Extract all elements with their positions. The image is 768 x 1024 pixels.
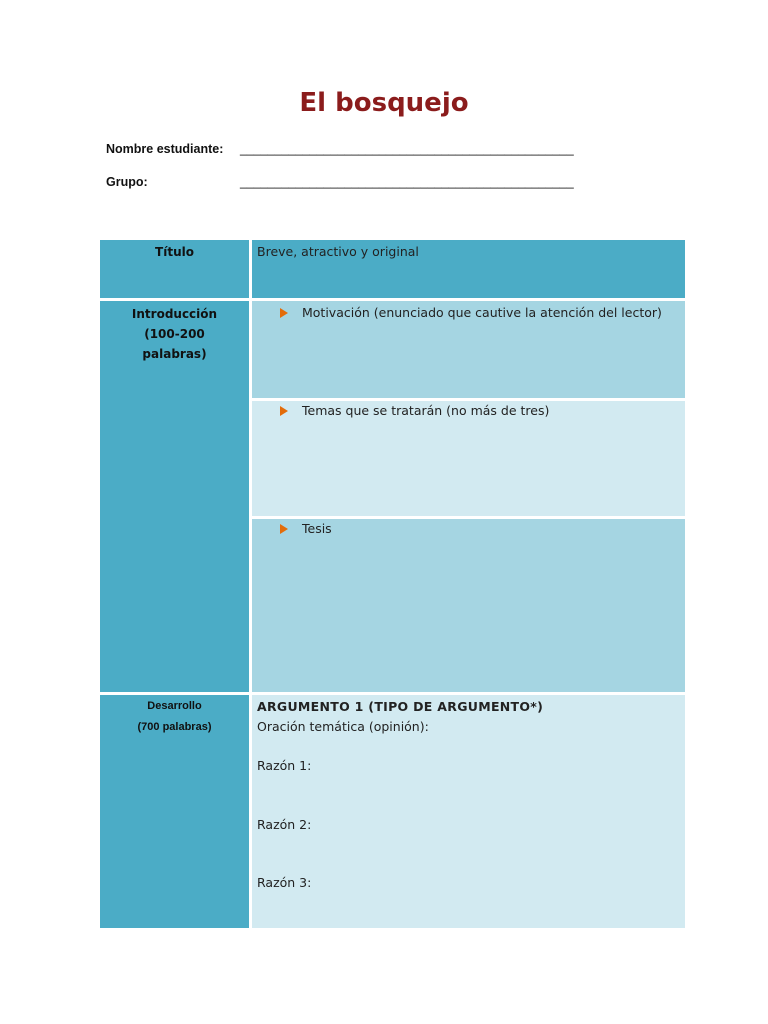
reason-3: Razón 3: <box>257 875 312 890</box>
desarrollo-content-cell <box>252 695 685 928</box>
titulo-content: Breve, atractivo y original <box>257 244 419 259</box>
triangle-bullet-icon <box>280 308 288 318</box>
reason-1: Razón 1: <box>257 758 312 773</box>
list-item <box>252 301 685 323</box>
group-line[interactable]: ________________________________________________ <box>240 175 574 189</box>
triangle-bullet-icon <box>280 406 288 416</box>
reason-2: Razón 2: <box>257 817 312 832</box>
thematic-sentence: Oración temática (opinión): <box>257 719 429 734</box>
outline-table <box>100 240 685 928</box>
temas-cell <box>252 401 685 516</box>
list-item <box>252 519 685 539</box>
motivacion-text: Motivación (enunciado que cautive la atención del lector) <box>302 305 662 320</box>
temas-text: Temas que se tratarán (no más de tres) <box>302 403 550 418</box>
student-name-line[interactable]: ________________________________________________ <box>240 142 574 156</box>
student-name-label: Nombre estudiante: <box>106 142 224 156</box>
introduccion-word-range: (100-200 <box>144 327 205 341</box>
titulo-content-cell <box>252 240 685 298</box>
tesis-cell <box>252 519 685 692</box>
tesis-text: Tesis <box>302 521 332 536</box>
motivacion-cell <box>252 301 685 398</box>
desarrollo-label: Desarrollo <box>147 700 202 712</box>
argument-heading: ARGUMENTO 1 (TIPO DE ARGUMENTO*) <box>257 699 544 714</box>
triangle-bullet-icon <box>280 524 288 534</box>
list-item <box>252 401 685 421</box>
group-label: Grupo: <box>106 175 148 189</box>
introduccion-label-cell <box>100 301 249 692</box>
titulo-label-cell <box>100 240 249 298</box>
introduccion-label: Introducción <box>131 307 218 321</box>
page-title: El bosquejo <box>299 88 469 118</box>
desarrollo-label-cell <box>100 695 249 928</box>
introduccion-word-unit: palabras) <box>142 347 207 361</box>
desarrollo-word-count: (700 palabras) <box>137 721 212 733</box>
titulo-label: Título <box>155 245 194 259</box>
